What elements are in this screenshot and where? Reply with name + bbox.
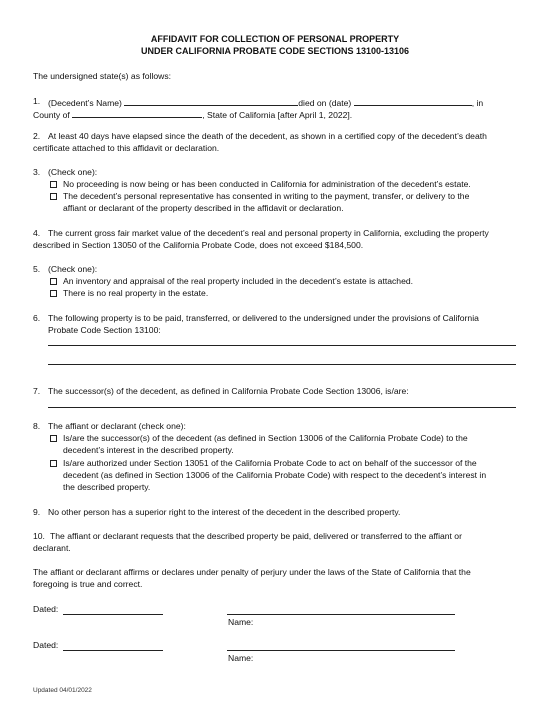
decedent-name-field[interactable] xyxy=(124,96,298,106)
item-8-option-1-line-1: Is/are the successor(s) of the decedent (as defined in Section 13006 of the California Probate Code) to the xyxy=(63,433,468,443)
item-1-line-2 xyxy=(33,108,352,121)
item-8-option-2-line-3: the described property. xyxy=(63,482,151,492)
title-line-2: UNDER CALIFORNIA PROBATE CODE SECTIONS 13100-13106 xyxy=(140,46,410,56)
dated-field-1[interactable] xyxy=(63,614,163,615)
item-2-line-1: At least 40 days have elapsed since the death of the decedent, as shown in a certified copy of the decedent’s death xyxy=(48,131,487,141)
dated-label-2: Dated: xyxy=(33,640,59,650)
name-label-1: Name: xyxy=(228,617,254,627)
item-4-line-2: described in Section 13050 of the California Probate Code, does not exceed $184,500. xyxy=(33,240,364,250)
item-5-option-2: There is no real property in the estate. xyxy=(63,288,209,298)
dated-field-2[interactable] xyxy=(63,650,163,651)
item-7-text: The successor(s) of the decedent, as defined in California Probate Code Section 13006, is/are: xyxy=(48,386,409,396)
state-label: , State of California [after April 1, 2022]. xyxy=(202,110,353,120)
item-10-line-1: The affiant or declarant requests that the described property be paid, delivered or transferred to the affiant or xyxy=(50,531,462,541)
item-6-number: 6. xyxy=(33,313,41,323)
signature-field-1[interactable] xyxy=(227,614,455,615)
updated-footer: Updated 04/01/2022 xyxy=(33,687,92,694)
item-3-option-2-line-2: affiant or declarant of the property described in the affidavit or declaration. xyxy=(63,203,344,213)
item-8-option-2-line-2: decedent (as defined in Section 13006 of the California Probate Code) with respect to the decedent’s interest in xyxy=(63,470,487,480)
item-8-option-2-line-1: Is/are authorized under Section 13051 of the California Probate Code to act on behalf of the successor of the xyxy=(63,458,477,468)
successors-field-line[interactable] xyxy=(48,407,516,408)
item-6-line-2: Probate Code Section 13100: xyxy=(48,325,161,335)
perjury-line-1: The affiant or declarant affirms or declares under penalty of perjury under the laws of the State of California that the xyxy=(33,567,471,577)
item-5-number: 5. xyxy=(33,264,41,274)
item-6-line-1: The following property is to be paid, transferred, or delivered to the undersigned under the provisions of California xyxy=(48,313,479,323)
item-9-number: 9. xyxy=(33,507,41,517)
item-8-option-1-line-2: decedent’s interest in the described property. xyxy=(63,445,234,455)
decedent-name-label: (Decedent’s Name) xyxy=(48,98,122,108)
item-7-number: 7. xyxy=(33,386,41,396)
county-label: County of xyxy=(33,110,70,120)
item-5-heading: (Check one): xyxy=(48,264,98,274)
date-of-death-field[interactable] xyxy=(354,96,472,106)
died-on-label: died on (date) xyxy=(298,98,352,108)
item-9-text: No other person has a superior right to the interest of the decedent in the described property. xyxy=(48,507,401,517)
property-field-line-2[interactable] xyxy=(48,364,516,365)
item-4-number: 4. xyxy=(33,228,41,238)
county-field[interactable] xyxy=(72,108,202,118)
item-3-option-2-line-1: The decedent’s personal representative has consented in writing to the payment, transfer, or delivery to the xyxy=(63,191,470,201)
item-10-number: 10. xyxy=(33,531,45,541)
item-5-checkbox-2[interactable] xyxy=(50,290,57,297)
item-3-heading: (Check one): xyxy=(48,167,98,177)
property-field-line-1[interactable] xyxy=(48,345,516,346)
item-3-option-1: No proceeding is now being or has been conducted in California for administration of the decedent’s estate. xyxy=(63,179,471,189)
dated-label-1: Dated: xyxy=(33,604,59,614)
name-label-2: Name: xyxy=(228,653,254,663)
item-5-option-1: An inventory and appraisal of the real property included in the decedent’s estate is attached. xyxy=(63,276,414,286)
title-line-1: AFFIDAVIT FOR COLLECTION OF PERSONAL PROPERTY xyxy=(150,34,400,44)
item-4-line-1: The current gross fair market value of the decedent’s real and personal property in California, excluding the property xyxy=(48,228,489,238)
item-8-number: 8. xyxy=(33,421,41,431)
item-8-heading: The affiant or declarant (check one): xyxy=(48,421,186,431)
item-5-checkbox-1[interactable] xyxy=(50,278,57,285)
intro-text: The undersigned state(s) as follows: xyxy=(33,71,172,81)
item-2-line-2: certificate attached to this affidavit or declaration. xyxy=(33,143,220,153)
perjury-line-2: foregoing is true and correct. xyxy=(33,579,143,589)
item-10-line-2: declarant. xyxy=(33,543,71,553)
item-3-number: 3. xyxy=(33,167,41,177)
signature-field-2[interactable] xyxy=(227,650,455,651)
item-8-checkbox-1[interactable] xyxy=(50,435,57,442)
item-2-number: 2. xyxy=(33,131,41,141)
item-3-checkbox-2[interactable] xyxy=(50,193,57,200)
in-label: , in xyxy=(471,98,484,108)
item-8-checkbox-2[interactable] xyxy=(50,460,57,467)
item-3-checkbox-1[interactable] xyxy=(50,181,57,188)
item-1-number: 1. xyxy=(33,96,41,106)
